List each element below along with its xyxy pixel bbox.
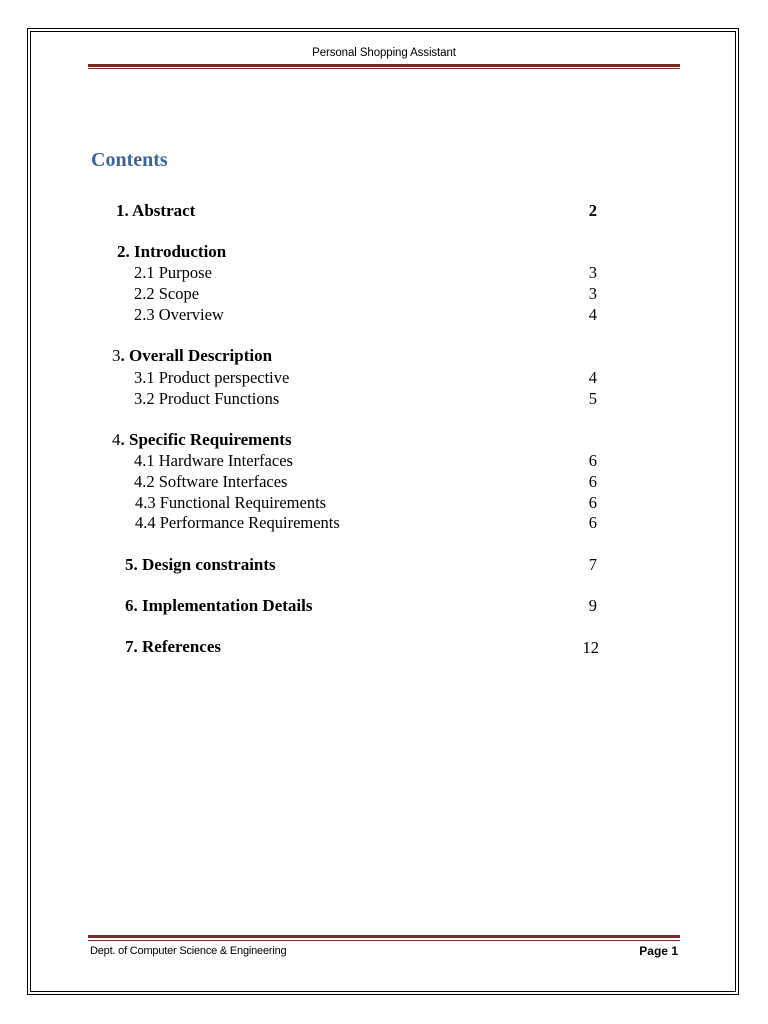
toc-page-references: 12 xyxy=(582,638,599,657)
footer-department: Dept. of Computer Science & Engineering xyxy=(90,945,287,957)
toc-page-software-interfaces: 6 xyxy=(588,472,597,491)
toc-entry-overall-description xyxy=(112,346,272,366)
toc-entry-scope: 2.2 Scope xyxy=(134,284,200,303)
toc-entry-performance-requirements: 4.4 Performance Requirements xyxy=(135,513,340,532)
toc-entry-implementation-details: 6. Implementation Details xyxy=(125,596,313,615)
toc-page-abstract: 2 xyxy=(588,201,597,220)
toc-entry-abstract: 1. Abstract xyxy=(116,201,196,220)
toc-page-purpose: 3 xyxy=(588,263,597,282)
toc-entry-specific-requirements xyxy=(112,430,292,450)
toc-entry-product-perspective: 3.1 Product perspective xyxy=(134,368,290,387)
toc-entry-specific-requirements-num: 4 xyxy=(112,430,121,449)
toc-entry-product-functions: 3.2 Product Functions xyxy=(134,389,280,408)
footer-page-number: Page 1 xyxy=(639,944,678,958)
footer-rule-thick xyxy=(88,935,680,938)
toc-entry-introduction: 2. Introduction xyxy=(117,242,227,261)
header-rule-thick xyxy=(88,64,680,67)
toc-page-design-constraints: 7 xyxy=(588,555,597,574)
footer-rule-thin xyxy=(88,940,680,941)
toc-entry-design-constraints: 5. Design constraints xyxy=(125,555,276,574)
toc-page-functional-requirements: 6 xyxy=(588,493,597,512)
toc-page-hardware-interfaces: 6 xyxy=(588,451,597,470)
toc-entry-references: 7. References xyxy=(125,637,221,656)
header-title: Personal Shopping Assistant xyxy=(312,47,456,59)
toc-page-performance-requirements: 6 xyxy=(588,513,597,532)
toc-page-product-perspective: 4 xyxy=(588,368,597,387)
toc-entry-software-interfaces: 4.2 Software Interfaces xyxy=(134,472,288,491)
toc-entry-purpose: 2.1 Purpose xyxy=(134,263,212,282)
toc-entry-overview: 2.3 Overview xyxy=(134,305,224,324)
toc-page-product-functions: 5 xyxy=(588,389,597,408)
toc-page-overview: 4 xyxy=(588,305,597,324)
toc-entry-functional-requirements: 4.3 Functional Requirements xyxy=(135,493,327,512)
toc-entry-overall-description-text: . Overall Description xyxy=(120,346,273,365)
toc-page-implementation-details: 9 xyxy=(588,596,597,615)
toc-entry-hardware-interfaces: 4.1 Hardware Interfaces xyxy=(134,451,293,470)
contents-heading: Contents xyxy=(91,149,168,171)
toc-entry-specific-requirements-text: . Specific Requirements xyxy=(120,430,292,449)
header-rule-thin xyxy=(88,68,680,69)
toc-page-scope: 3 xyxy=(588,284,597,303)
toc-entry-overall-description-num: 3 xyxy=(112,346,121,365)
